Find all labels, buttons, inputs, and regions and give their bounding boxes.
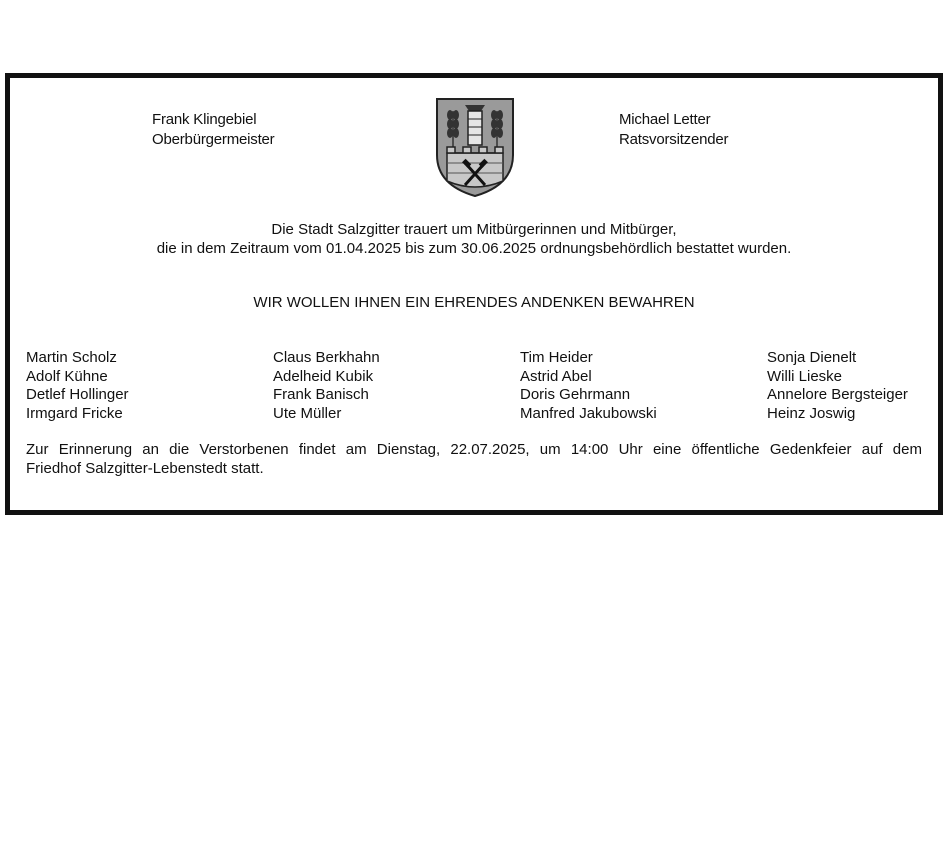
deceased-name: Willi Lieske xyxy=(767,367,843,385)
memorial-line: Zur Erinnerung an die Verstorbenen findet am Dienstag, 22.07.2025, um 14:00 Uhr eine öffentliche Gedenkfeier auf dem xyxy=(26,441,922,458)
deceased-name: Ute Müller xyxy=(273,404,342,422)
deceased-name: Astrid Abel xyxy=(520,367,592,385)
deceased-name: Heinz Joswig xyxy=(767,404,856,422)
deceased-name: Annelore Bergsteiger xyxy=(767,386,908,403)
deceased-name: Claus Berkhahn xyxy=(273,349,380,366)
coat-of-arms-icon xyxy=(435,97,515,198)
deceased-name: Manfred Jakubowski xyxy=(520,404,657,422)
names-column xyxy=(273,349,380,423)
deceased-name: Irmgard Fricke xyxy=(26,404,123,422)
signatory-name: Frank Klingebiel xyxy=(152,111,257,128)
deceased-name: Detlef Hollinger xyxy=(26,386,129,403)
intro-line: die in dem Zeitraum vom 01.04.2025 bis zum 30.06.2025 ordnungsbehördlich bestattet wurden. xyxy=(156,240,792,257)
signatory-name: Michael Letter xyxy=(619,111,711,128)
signatory-title: Ratsvorsitzender xyxy=(619,131,729,148)
names-column xyxy=(520,349,657,423)
intro-text xyxy=(10,220,938,258)
deceased-name: Adelheid Kubik xyxy=(273,367,374,385)
names-column xyxy=(767,349,908,423)
memorial-text xyxy=(26,440,922,478)
signatory-left xyxy=(152,110,274,150)
deceased-name: Sonja Dienelt xyxy=(767,349,857,366)
signatory-title: Oberbürgermeister xyxy=(152,131,275,148)
obituary-notice xyxy=(5,73,943,515)
memorial-line: Friedhof Salzgitter-Lebenstedt statt. xyxy=(26,460,264,477)
signatory-right xyxy=(619,110,728,150)
deceased-name: Doris Gehrmann xyxy=(520,386,631,403)
deceased-name: Frank Banisch xyxy=(273,386,369,403)
deceased-name: Martin Scholz xyxy=(26,349,117,366)
deceased-name: Tim Heider xyxy=(520,349,593,366)
deceased-name: Adolf Kühne xyxy=(26,367,108,385)
names-column xyxy=(26,349,129,423)
intro-line: Die Stadt Salzgitter trauert um Mitbürgerinnen und Mitbürger, xyxy=(271,221,677,238)
motto: WIR WOLLEN IHNEN EIN EHRENDES ANDENKEN BEWAHREN xyxy=(253,294,695,311)
